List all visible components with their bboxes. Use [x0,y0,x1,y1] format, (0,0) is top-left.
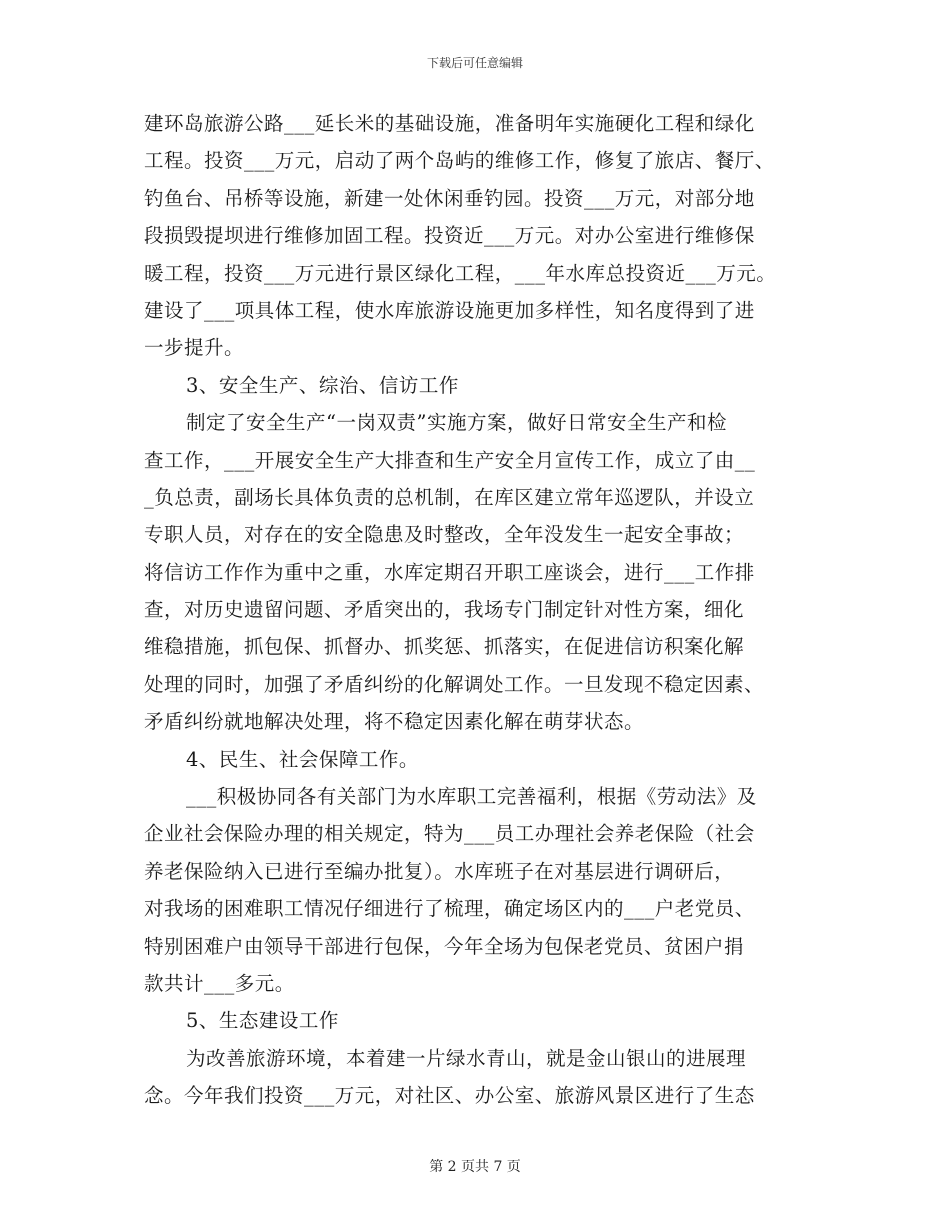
page-footer: 第 2 页共 7 页 [429,1159,521,1175]
body-line: 矛盾纠纷就地解决处理，将不稳定因素化解在萌芽状态。 [144,710,645,734]
body-line: 特别困难户由领导干部进行包保，今年全场为包保老党员、贫困户捐 [144,934,745,958]
body-line: 4、民生、社会保障工作。 [186,747,419,771]
body-line: 款共计___多元。 [144,971,295,995]
body-line: 工程。投资___万元，启动了两个岛屿的维修工作，修复了旅店、餐厅、 [144,149,775,173]
body-line: ___积极协同各有关部门为水库职工完善福利，根据《劳动法》及 [186,785,757,809]
body-line: 企业社会保险办理的相关规定，特为___员工办理社会养老保险（社会 [144,822,755,846]
body-line: 查工作，___开展安全生产大排查和生产安全月宣传工作，成立了由__ [144,448,756,472]
body-line: 段损毁提坝进行维修加固工程。投资近___万元。对办公室进行维修保 [144,224,755,248]
body-line: 专职人员，对存在的安全隐患及时整改，全年没发生一起安全事故； [144,523,745,547]
body-line: 5、生态建设工作 [186,1009,339,1033]
body-line: 暖工程，投资___万元进行景区绿化工程，___年水库总投资近___万元。 [144,261,777,285]
body-line: 钓鱼台、吊桥等设施，新建一处休闲垂钓园。投资___万元，对部分地 [144,186,755,210]
body-line: 将信访工作作为重中之重，水库定期召开职工座谈会，进行___工作排 [144,560,755,584]
body-line: 处理的同时，加强了矛盾纠纷的化解调处工作。一旦发现不稳定因素、 [144,672,765,696]
body-line: 查，对历史遗留问题、矛盾突出的，我场专门制定针对性方案，细化 [144,598,745,622]
body-line: 维稳措施，抓包保、抓督办、抓奖惩、抓落实，在促进信访积案化解 [144,635,745,659]
body-line: 为改善旅游环境，本着建一片绿水青山，就是金山银山的进展理 [186,1046,747,1070]
page-header: 下载后可任意编辑 [426,56,523,70]
document-body [144,105,814,1115]
body-line: 3、安全生产、综治、信访工作 [186,373,459,397]
body-line: 建环岛旅游公路___延长米的基础设施，准备明年实施硬化工程和绿化 [144,112,755,135]
body-line: 一步提升。 [144,336,245,360]
body-line: _负总责，副场长具体负责的总机制，在库区建立常年巡逻队，并设立 [144,485,755,509]
body-line: 对我场的困难职工情况仔细进行了梳理，确定场区内的___户老党员、 [144,897,755,921]
body-line: 念。今年我们投资___万元，对社区、办公室、旅游风景区进行了生态 [144,1084,755,1108]
body-line: 建设了___项具体工程，使水库旅游设施更加多样性，知名度得到了进 [144,298,755,322]
body-line: 养老保险纳入已进行至编办批复）。水库班子在对基层进行调研后， [144,859,735,883]
body-line: 制定了安全生产“一岗双责”实施方案，做好日常安全生产和检 [186,411,727,435]
